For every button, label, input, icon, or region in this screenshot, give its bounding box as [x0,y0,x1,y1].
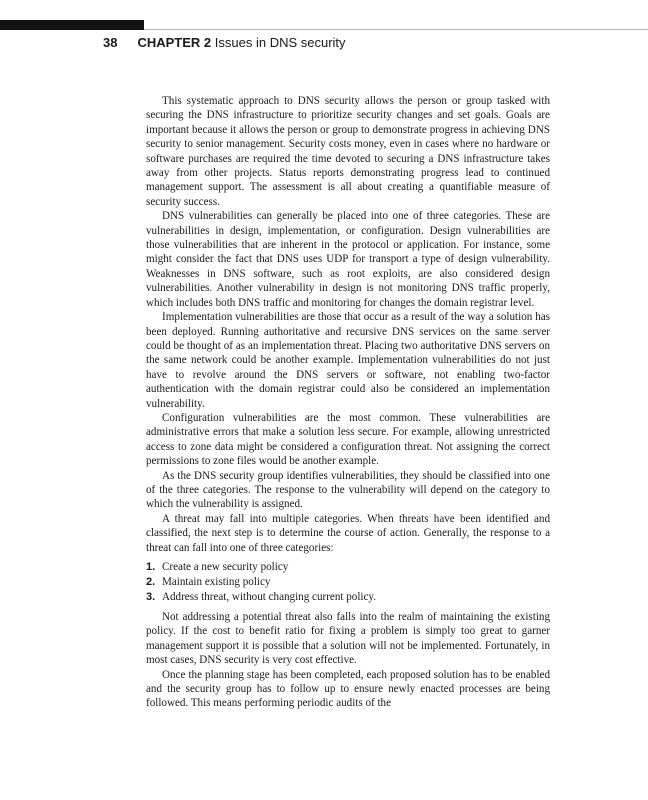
running-head [103,35,346,50]
paragraph: A threat may fall into multiple categories. When threats have been identified and classified, the next step is to determine the course of action. Generally, the response to a threat can fall into one of three categories: [146,512,550,554]
chapter-title: Issues in DNS security [214,35,346,50]
chapter-label: CHAPTER 2 [137,35,212,50]
body-text [146,94,550,711]
response-list [146,560,550,605]
page-number: 38 [103,35,118,50]
paragraph: DNS vulnerabilities can generally be placed into one of three categories. These are vulnerabilities in design, implementation, or configuration. Design vulnerabilities are those vulnerabilities that are inherent in the protocol or application. For instance, some might consider the fact that DNS uses UDP for transport a type of design vulnerability. Weaknesses in DNS software, such as root exploits, are also considered design vulnerabilities. Another vulnerability in design is not monitoring DNS traffic properly, which includes both DNS traffic and monitoring for changes the domain registrar level. [146,210,550,309]
list-item-number: 3. [146,591,156,603]
list-item [146,560,550,575]
header-rule [144,29,648,30]
list-item [146,575,550,590]
list-item-text: Maintain existing policy [162,576,271,588]
paragraph: Configuration vulnerabilities are the most common. These vulnerabilities are administrative errors that make a solution less secure. For example, allowing unrestricted access to zone data might be considered a configuration threat. Not assigning the correct permissions to zone files would be another example. [146,411,550,468]
list-item [146,590,550,605]
paragraph: As the DNS security group identifies vulnerabilities, they should be classified into one of the three categories. The response to the vulnerability will depend on the category to which the vulnerability is assigned. [146,469,550,511]
list-item-text: Address threat, without changing current policy. [162,591,377,603]
paragraph: This systematic approach to DNS security allows the person or group tasked with securing the DNS infrastructure to prioritize security changes and set goals. Goals are important because it allows the person or group to demonstrate progress in achieving DNS security to senior management. Security costs money, even in cases where no hardware or software purchases are required the time devoted to securing a DNS infrastructure takes away from other projects. Status reports demonstrating progress lead to continued management support. The assessment is all about creating a quantifiable measure of security success. [146,95,550,208]
paragraph: Not addressing a potential threat also falls into the realm of maintaining the existing policy. If the cost to benefit ratio for fixing a problem is simply too great to garner management support it is possible that a solution will not be implemented. Fortunately, in most cases, DNS security is very cost effective. [146,611,550,667]
list-item-number: 2. [146,576,156,588]
header-black-bar [0,20,144,30]
list-item-text: Create a new security policy [162,561,289,573]
list-item-number: 1. [146,561,156,573]
paragraph: Once the planning stage has been completed, each proposed solution has to be enabled and the security group has to follow up to ensure newly enacted processes are being followed. This means performing periodic audits of the [146,668,550,710]
paragraph: Implementation vulnerabilities are those that occur as a result of the way a solution has been deployed. Running authoritative and recursive DNS services on the same server could be thought of as an implementation threat. Placing two authoritative DNS servers on the same network could be another example. Implementation vulnerabilities do not just have to revolve around the DNS servers or software, not enabling two-factor authentication with the domain registrar could also be considered an implementation vulnerability. [146,311,550,410]
